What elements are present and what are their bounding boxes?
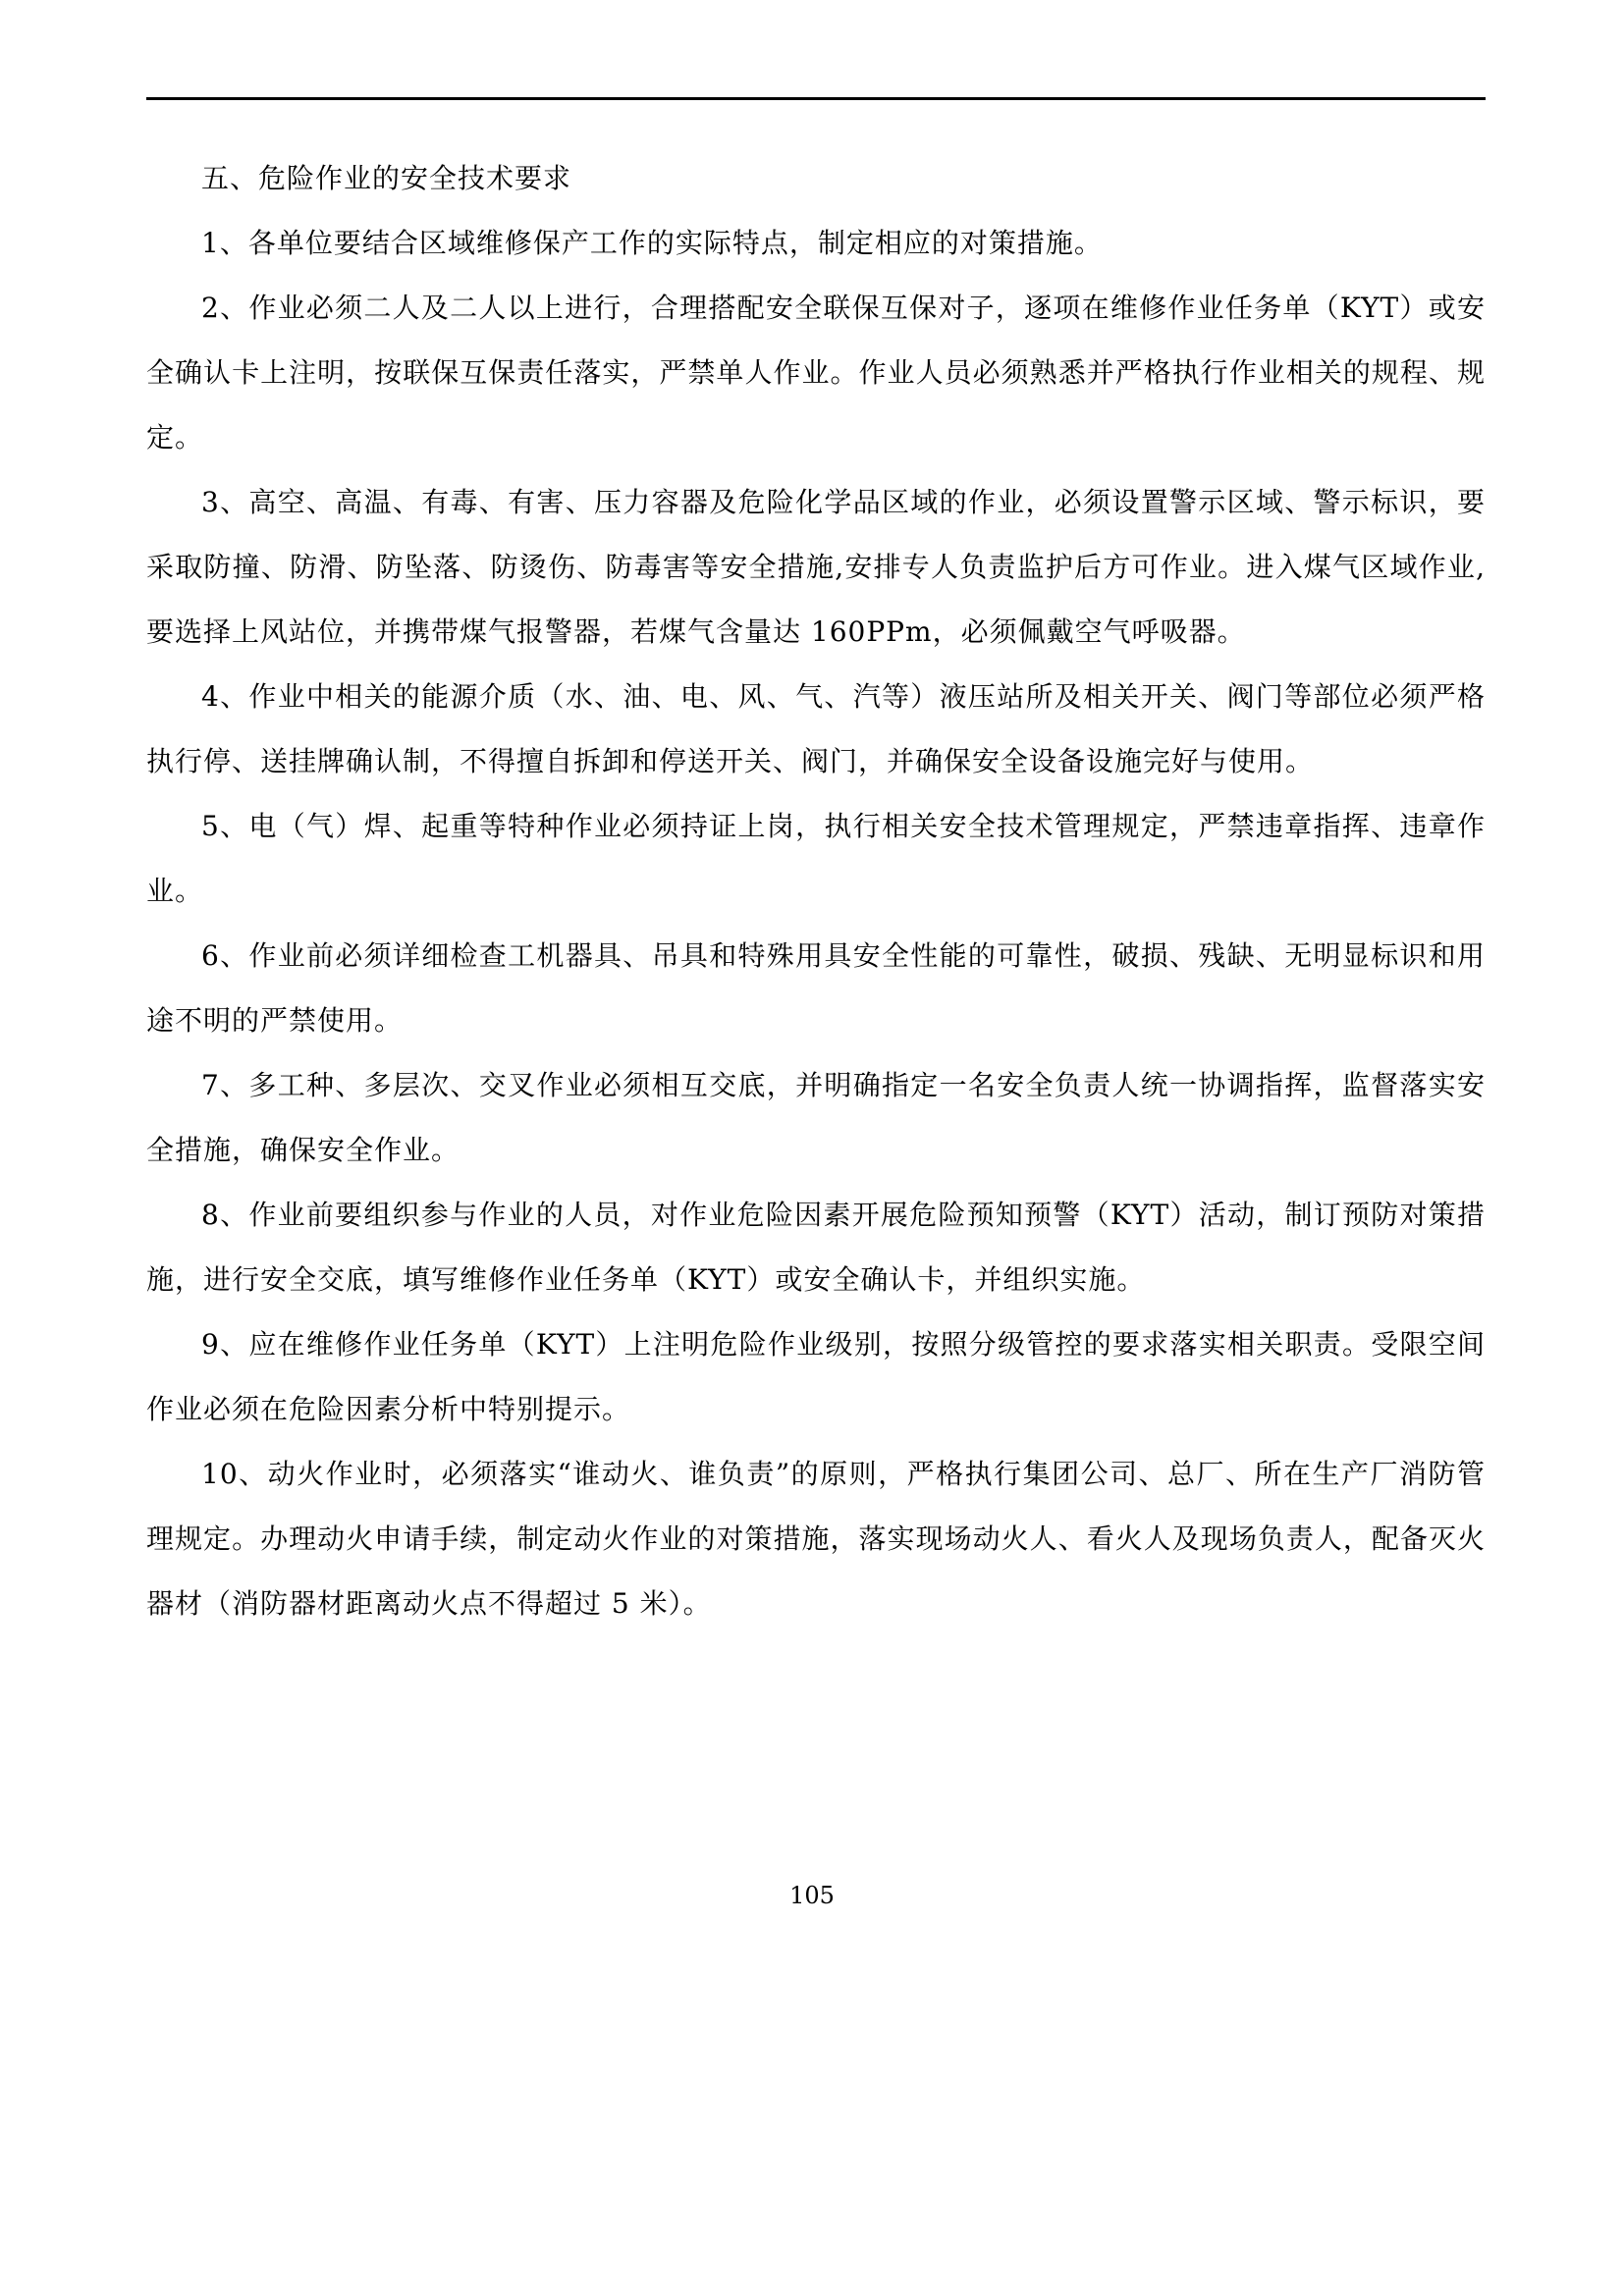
paragraph: 6、作业前必须详细检查工机器具、吊具和特殊用具安全性能的可靠性，破损、残缺、无明显标识和用途不明的严禁使用。	[146, 939, 1486, 1037]
paragraph: 3、高空、高温、有毒、有害、压力容器及危险化学品区域的作业，必须设置警示区域、警示标识，要采取防撞、防滑、防坠落、防烫伤、防毒害等安全措施,安排专人负责监护后方可作业。进入煤气区域作业,要选择上风站位，并携带煤气报警器，若煤气含量达 160PPm，必须佩戴空气呼吸器。	[146, 486, 1486, 648]
paragraph: 10、动火作业时，必须落实“谁动火、谁负责”的原则，严格执行集团公司、总厂、所在生产厂消防管理规定。办理动火申请手续，制定动火作业的对策措施，落实现场动火人、看火人及现场负责人，配备灭火器材（消防器材距离动火点不得超过 5 米）。	[146, 1458, 1486, 1620]
paragraph: 2、作业必须二人及二人以上进行，合理搭配安全联保互保对子，逐项在维修作业任务单（KYT）或安全确认卡上注明，按联保互保责任落实，严禁单人作业。作业人员必须熟悉并严格执行作业相关的规程、规定。	[146, 292, 1486, 454]
paragraph: 8、作业前要组织参与作业的人员，对作业危险因素开展危险预知预警（KYT）活动，制订预防对策措施，进行安全交底，填写维修作业任务单（KYT）或安全确认卡，并组织实施。	[146, 1199, 1486, 1296]
header-rule	[146, 97, 1486, 100]
paragraph: 1、各单位要结合区域维修保产工作的实际特点，制定相应的对策措施。	[201, 227, 1103, 259]
paragraph: 7、多工种、多层次、交叉作业必须相互交底，并明确指定一名安全负责人统一协调指挥，监督落实安全措施，确保安全作业。	[146, 1069, 1486, 1166]
paragraph: 4、作业中相关的能源介质（水、油、电、风、气、汽等）液压站所及相关开关、阀门等部位必须严格执行停、送挂牌确认制，不得擅自拆卸和停送开关、阀门，并确保安全设备设施完好与使用。	[146, 680, 1486, 777]
section-heading: 五、危险作业的安全技术要求	[201, 162, 572, 194]
paragraph: 5、电（气）焊、起重等特种作业必须持证上岗，执行相关安全技术管理规定，严禁违章指挥、违章作业。	[146, 810, 1486, 907]
paragraph: 9、应在维修作业任务单（KYT）上注明危险作业级别，按照分级管控的要求落实相关职责。受限空间作业必须在危险因素分析中特别提示。	[146, 1328, 1486, 1425]
document-body	[146, 146, 1486, 1636]
page-number: 105	[789, 1882, 835, 1909]
